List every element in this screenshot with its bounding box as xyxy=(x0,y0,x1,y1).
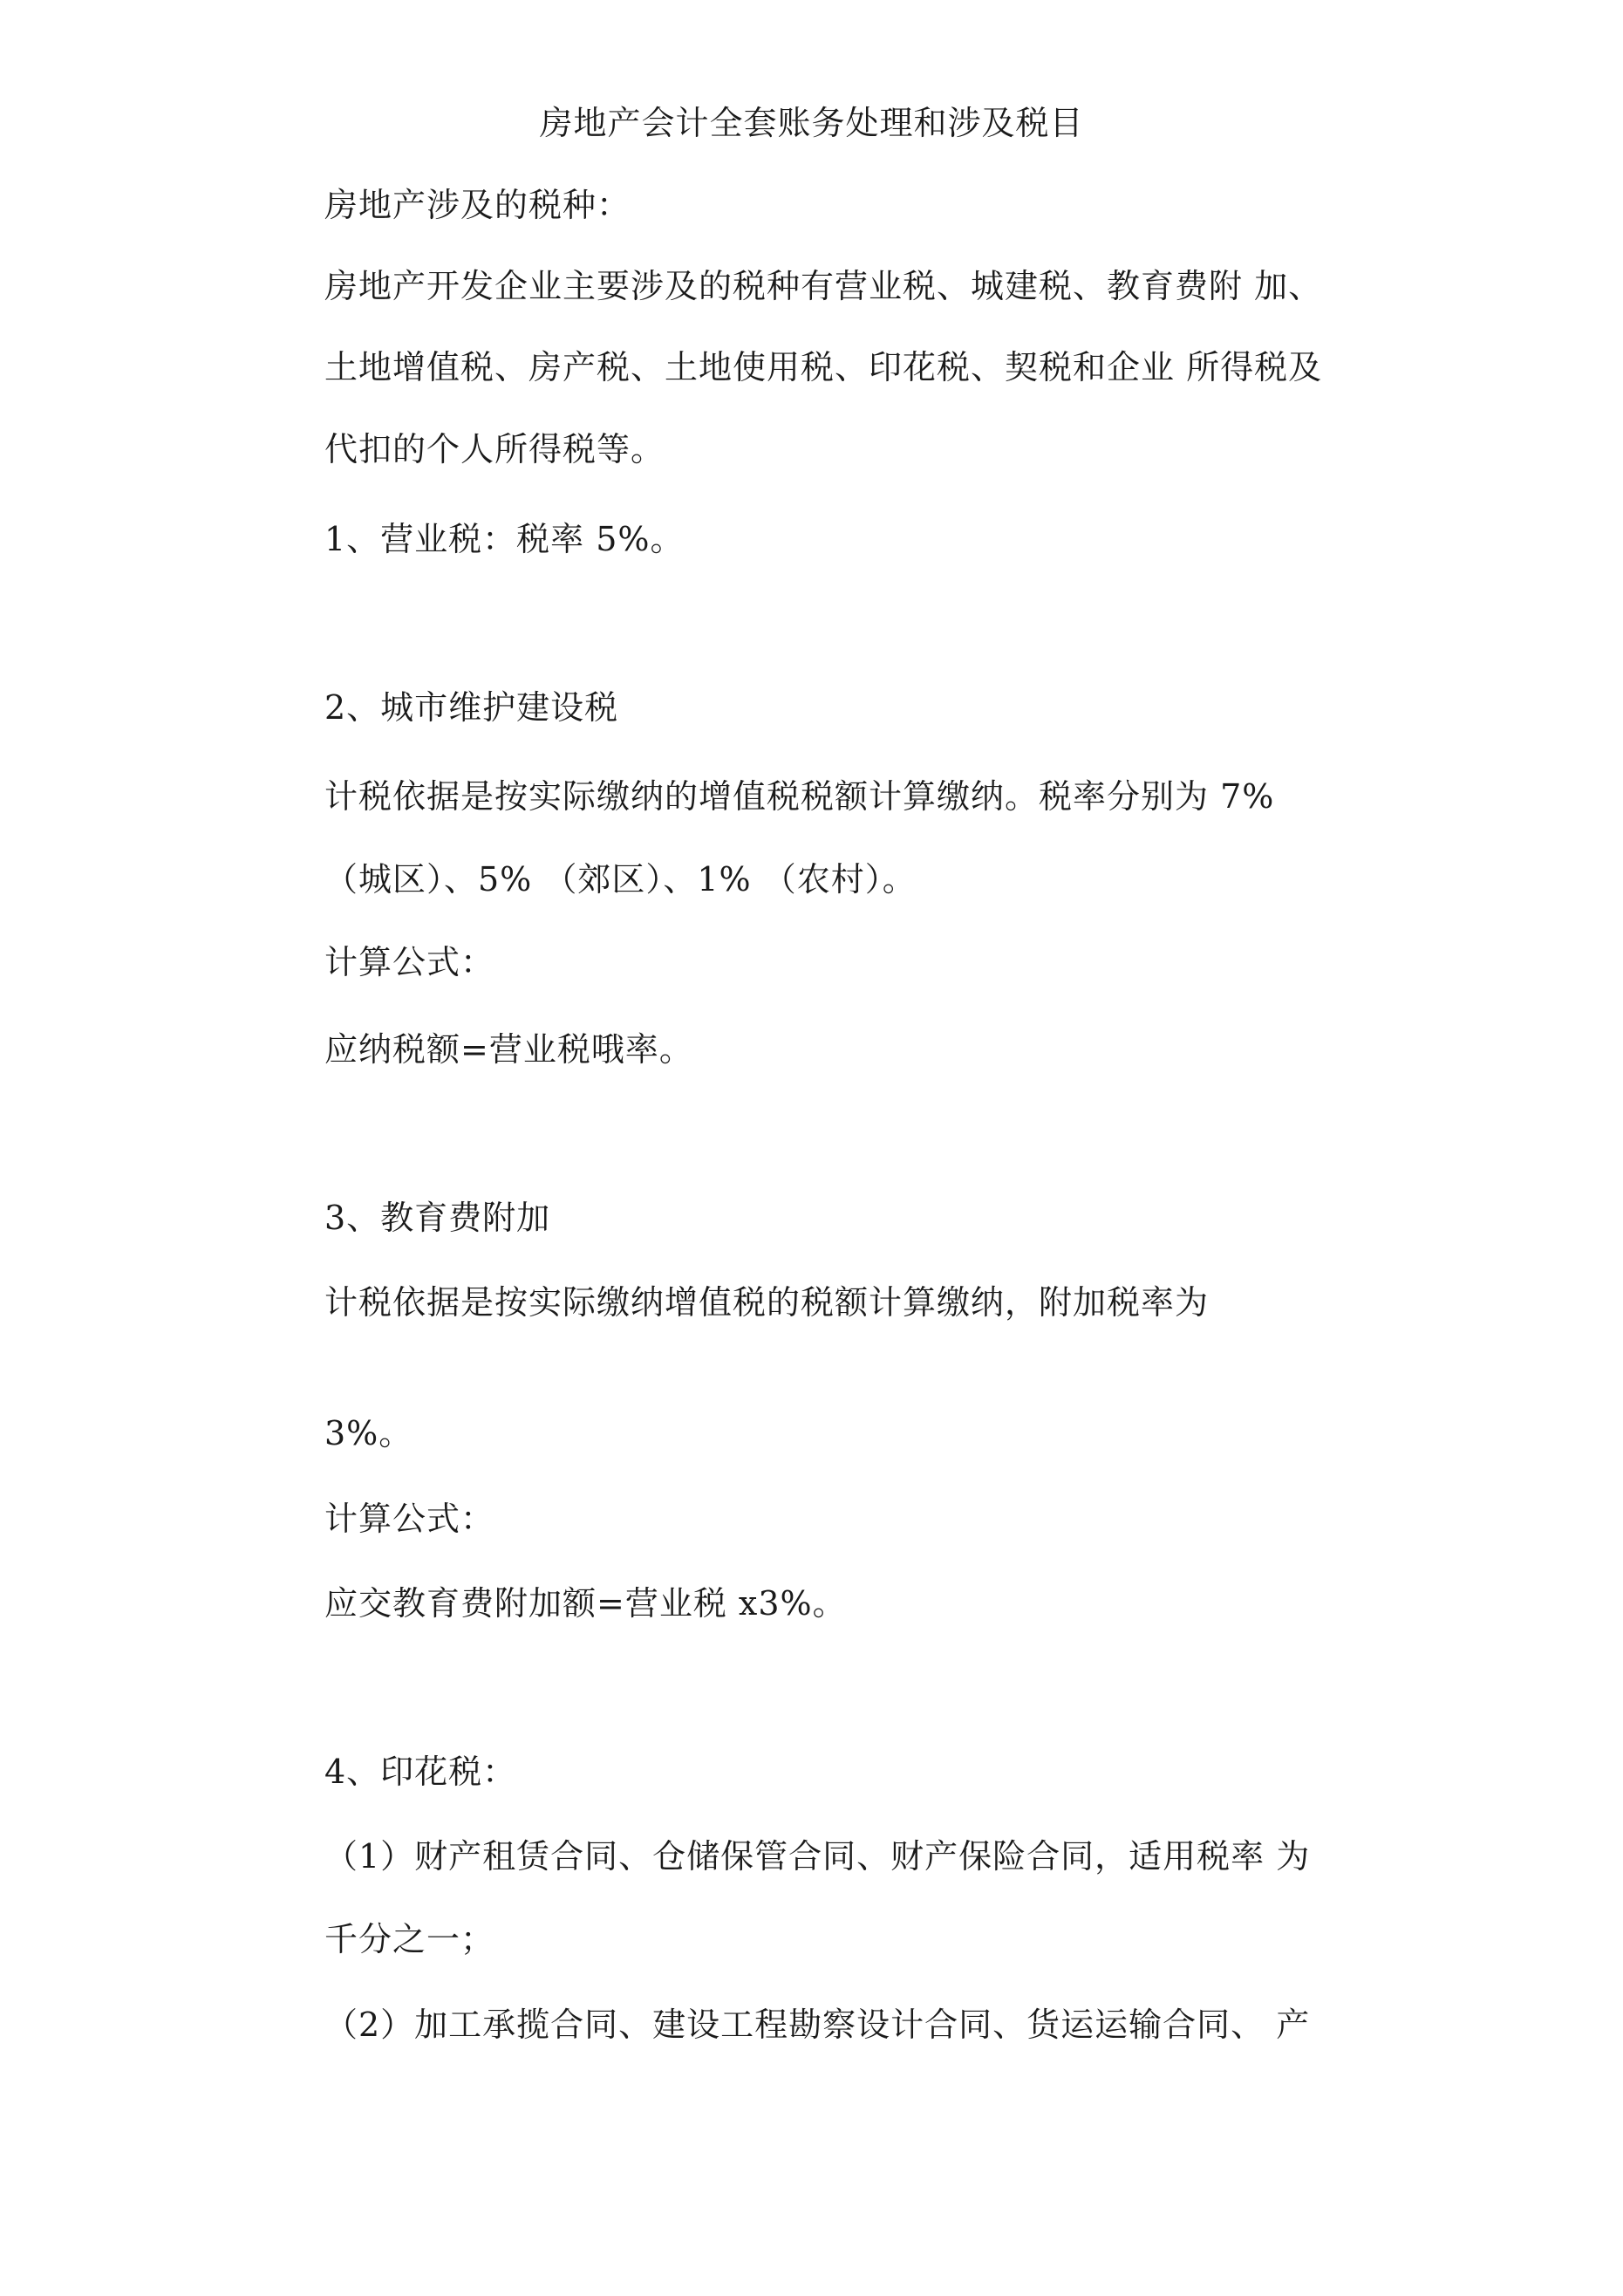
text-line: 土地增值税、房产税、土地使用税、印花税、契税和企业 所得税及 xyxy=(324,348,1323,386)
section-heading: 2、城市维护建设税 xyxy=(324,688,619,727)
section-heading: 4、印花税： xyxy=(324,1753,517,1791)
text-line: 房地产涉及的税种： xyxy=(324,186,631,224)
text-line: 计税依据是按实际缴纳增值税的税额计算缴纳，附加税率为 xyxy=(324,1283,1210,1322)
text-line: 计算公式： xyxy=(324,943,495,981)
text-line: 1、营业税：税率 5%。 xyxy=(324,520,685,558)
text-line: 计税依据是按实际缴纳的增值税税额计算缴纳。税率分别为 7% xyxy=(324,777,1275,816)
text-line: 代扣的个人所得税等。 xyxy=(324,430,665,468)
section-heading: 3、教育费附加 xyxy=(324,1199,551,1237)
text-line: 计算公式： xyxy=(324,1500,495,1538)
text-line: （2）加工承揽合同、建设工程勘察设计合同、货运运输合同、 产 xyxy=(324,2006,1311,2044)
text-line: （1）财产租赁合同、仓储保管合同、财产保险合同，适用税率 为 xyxy=(324,1837,1311,1876)
text-line: 应纳税额=营业税哦率。 xyxy=(324,1030,693,1069)
text-line: 千分之一； xyxy=(324,1920,495,1958)
text-line: （城区）、5% （郊区）、1% （农村）。 xyxy=(324,860,917,899)
text-line: 房地产开发企业主要涉及的税种有营业税、城建税、教育费附 加、 xyxy=(324,267,1323,305)
text-line: 3%。 xyxy=(324,1414,413,1452)
text-line: 应交教育费附加额=营业税 x3%。 xyxy=(324,1584,847,1623)
document-title: 房地产会计全套账务处理和涉及税目 xyxy=(539,104,1084,142)
